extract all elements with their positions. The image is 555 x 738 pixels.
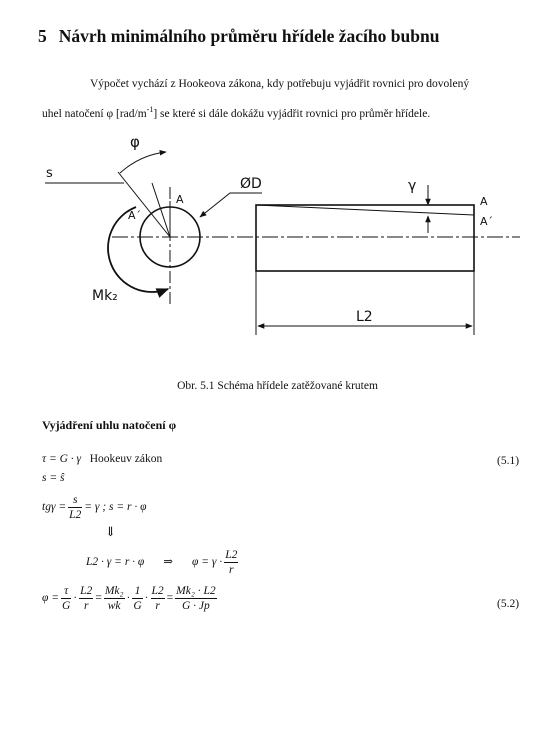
l2-gamma-equation: L2 · γ = r · φ	[86, 556, 145, 569]
denominator: G · Jp	[181, 600, 210, 612]
intro-line-2-end: ] se které si dále dokážu vyjádřit rovnici pro průměr hřídele.	[153, 107, 431, 120]
implies-arrow: ⇓	[105, 524, 116, 539]
fraction-l2-over-r	[224, 548, 238, 577]
numerator: L2	[151, 585, 164, 597]
denominator: r	[229, 564, 234, 576]
diameter-label: ØD	[240, 176, 262, 192]
dot: ·	[126, 592, 131, 605]
fraction-one-over-g	[132, 584, 142, 613]
unit-exponent: -1	[146, 105, 154, 114]
shaft-point-a-prime-label: A´	[480, 215, 494, 228]
tan-gamma-rhs: = γ ; s = r · φ	[84, 501, 147, 514]
phi-equation-start: φ = γ ·	[192, 556, 223, 569]
intro-line-2	[42, 105, 431, 120]
s-label: s	[46, 166, 53, 181]
fraction-final	[175, 584, 216, 613]
phi-arc	[120, 152, 166, 173]
figure-caption: Obr. 5.1 Schéma hřídele zatěžované krutem	[177, 380, 378, 392]
numerator: L2	[225, 549, 238, 561]
equation-arc-length	[42, 472, 64, 484]
equals: =	[166, 592, 174, 605]
fraction-tau-over-g	[61, 584, 71, 613]
intro-line-2-start: uhel natočení φ [rad/m	[42, 107, 147, 120]
dot: ·	[144, 592, 149, 605]
shaft-torsion-diagram	[0, 125, 555, 340]
section-heading	[38, 26, 439, 47]
equation-number-5-2: (5.2)	[497, 598, 520, 610]
numerator: Mk₂ · L2	[176, 585, 216, 597]
equation-phi-expanded	[42, 584, 219, 613]
numerator: s	[68, 493, 82, 508]
arc-equality: s = ŝ	[42, 472, 65, 484]
equation-tan-gamma	[42, 493, 146, 522]
denominator: r	[83, 600, 89, 612]
denominator: L2	[69, 509, 82, 521]
fraction-mk-over-wk	[104, 584, 125, 613]
implies-right-arrow: ⇒	[163, 556, 173, 569]
phi-lhs: φ =	[42, 592, 59, 605]
numerator: L2	[80, 585, 93, 597]
dot: ·	[73, 592, 78, 605]
denominator: wk	[107, 600, 121, 612]
denominator: r	[155, 600, 160, 612]
equals: =	[95, 592, 102, 605]
denominator: G	[133, 600, 142, 612]
torque-label: Mk₂	[92, 288, 118, 304]
shaft-side-view	[256, 205, 474, 271]
fraction-l2-over-r-2	[151, 584, 165, 613]
derivation-heading: Vyjádření uhlu natočení φ	[42, 418, 177, 432]
denominator: G	[62, 600, 71, 612]
section-number: 5	[38, 26, 47, 46]
equation-hooke	[42, 453, 162, 465]
numerator: Mk₂	[104, 585, 124, 597]
point-a-label: A	[176, 193, 184, 206]
twisted-generatrix	[256, 205, 474, 215]
reference-line	[152, 183, 170, 237]
fraction-s-over-l2	[68, 493, 82, 522]
radius-line-a-prime	[118, 172, 170, 237]
numerator: τ	[61, 584, 71, 599]
intro-paragraph	[42, 72, 522, 127]
diameter-leader	[200, 193, 262, 217]
point-a-prime-label: A´	[128, 209, 142, 222]
section-title: Návrh minimálního průměru hřídele žacího bubnu	[58, 26, 440, 46]
shaft-point-a-label: A	[480, 195, 488, 208]
length-label: L2	[356, 309, 373, 325]
equation-phi	[86, 548, 240, 577]
intro-line-1: Výpočet vychází z Hookeova zákona, kdy potřebuju vyjádřit rovnici pro dovolený	[90, 78, 470, 90]
numerator: 1	[132, 584, 142, 599]
hooke-formula: τ = G · γ	[42, 453, 82, 465]
gamma-label: γ	[408, 178, 417, 194]
phi-label: φ	[130, 133, 140, 151]
fraction-l2-over-r	[79, 584, 93, 613]
equation-number-5-1: (5.1)	[497, 455, 520, 467]
hooke-note: Hookeuv zákon	[89, 453, 163, 465]
tan-gamma-lhs: tgγ =	[42, 501, 67, 514]
